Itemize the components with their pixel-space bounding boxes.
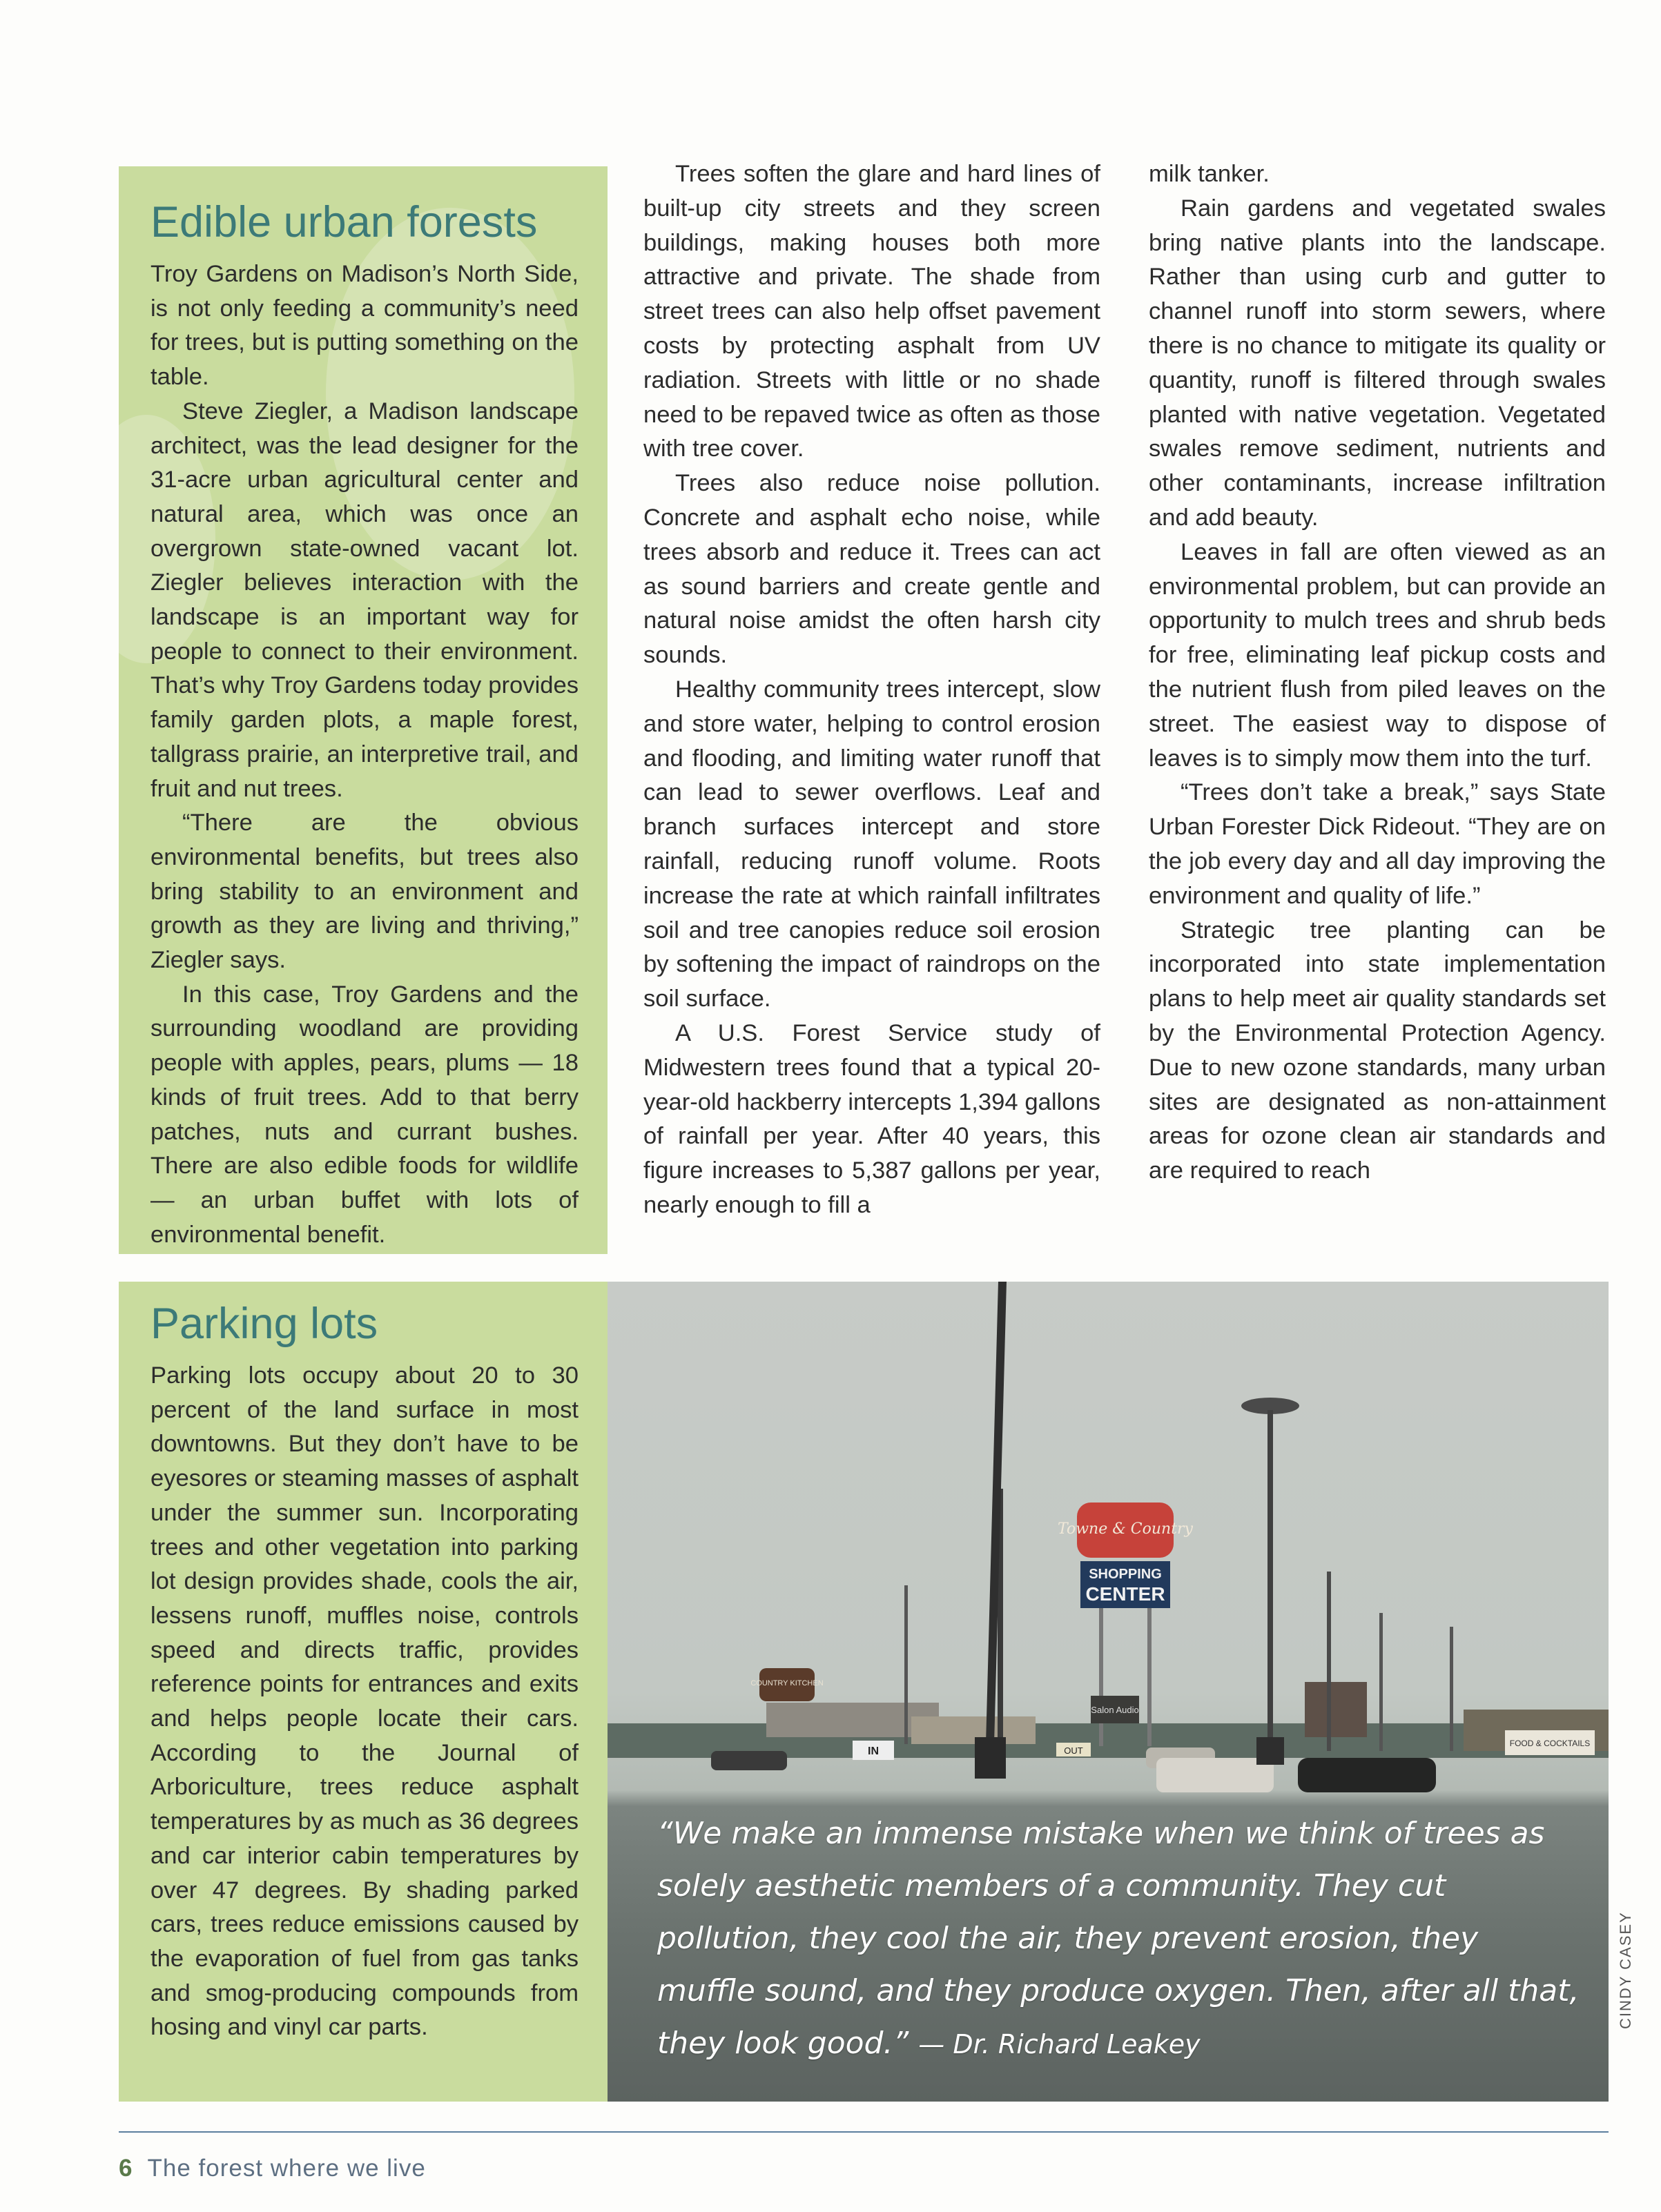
- paragraph: Trees also reduce noise pollution. Concrete and asphalt echo noise, while trees absorb and reduce it. Trees can act as sound barriers and create gentle and natural noise amidst the often harsh city sounds.: [643, 470, 1100, 669]
- sidebar-edible-urban-forests: [119, 166, 608, 1254]
- page-footer: [119, 2155, 426, 2182]
- sign-center: CENTER: [1085, 1583, 1165, 1605]
- publication-title: The forest where we live: [147, 2155, 426, 2182]
- paragraph: Rain gardens and vegetated swales bring native plants into the landscape. Rather than using curb and gutter to channel runoff into storm sewers, where there is no chance to mitigate its quality or quantity, runoff is filtered through swales planted with native vegetation. Vegetated swales remove sediment, nutrients and other contaminants, increase infiltration and add beauty.: [1149, 195, 1606, 531]
- paragraph: Trees soften the glare and hard lines of built-up city streets and they screen buildings, making houses both more attractive and private. The shade from street trees can also help offset pavement costs by protecting asphalt from UV radiation. Streets with little or no shade need to be repaved twice as often as those with tree cover.: [643, 161, 1100, 462]
- paragraph: In this case, Troy Gardens and the surrounding woodland are providing people with apples, pears, plums — 18 kinds of fruit trees. Add to that berry patches, nuts and currant bushes. There are also edible foods for wildlife — an urban buffet with lots of environmental benefit.: [150, 981, 579, 1248]
- paragraph: Parking lots occupy about 20 to 30 percent of the land surface in most downtowns. But they don’t have to be eyesores or steaming masses of asphalt under the summer sun. Incorporating trees and other vegetation into parking lot design provides shade, cools the air, lessens runoff, muffles noise, controls speed and directs traffic, provides reference points for entrances and exits and helps people locate their cars. According to the Journal of Arboriculture, trees reduce asphalt temperatures by as much as 36 degrees and car interior cabin temperatures by over 47 degrees. By shading parked cars, trees reduce emissions caused by the evaporation of fuel from gas tanks and smog-producing compounds from hosing and vinyl car parts.: [150, 1362, 579, 2041]
- photo-credit: CINDY CASEY: [1617, 1911, 1634, 2029]
- sign-country-kitchen: COUNTRY KITCHEN: [750, 1679, 824, 1687]
- page-number: 6: [119, 2155, 133, 2182]
- sidebar-parking-lots: [119, 1282, 608, 2102]
- parking-lot-photo: [608, 1282, 1609, 2102]
- footer-rule: [119, 2131, 1609, 2133]
- quote-attribution: — Dr. Richard Leakey: [918, 2029, 1201, 2059]
- article-column-2: [643, 157, 1100, 1223]
- paragraph: Leaves in fall are often viewed as an environmental problem, but can provide an opportunity to mulch trees and shrub beds for free, eliminating leaf pickup costs and the nutrient flush from piled leaves on the street. The easiest way to dispose of leaves is to simply mow them into the turf.: [1149, 538, 1606, 772]
- paragraph: Troy Gardens on Madison’s North Side, is not only feeding a community’s need for trees, but is putting something on the table.: [150, 261, 579, 391]
- sign-food-cocktails: FOOD & COCKTAILS: [1509, 1739, 1591, 1748]
- paragraph: Healthy community trees intercept, slow and store water, helping to control erosion and flooding, and limiting water runoff that can lead to sewer overflows. Leaf and branch surfaces intercept and store rainfall, reducing runoff volume. Roots increase the rate at which rainfall infiltrates soil and tree canopies reduce soil erosion by softening the impact of raindrops on the soil surface.: [643, 676, 1100, 1012]
- paragraph: milk tanker.: [1149, 161, 1270, 187]
- sign-salon-audio: Salon Audio: [1091, 1705, 1139, 1715]
- sidebar-title: Parking lots: [150, 1300, 378, 1348]
- paragraph: A U.S. Forest Service study of Midwestern trees found that a typical 20-year-old hackberry intercepts 1,394 gallons of rainfall per year. After 40 years, this figure increases to 5,387 gallons per year, nearly enough to fill a: [643, 1019, 1100, 1218]
- sign-towne-country: Towne & Country: [1057, 1520, 1194, 1538]
- paragraph: Strategic tree planting can be incorporated into state implementation plans to help meet air quality standards set by the Environmental Protection Agency. Due to new ozone standards, many urban sites are designated as non-attainment areas for ozone clean air standards and are required to reach: [1149, 917, 1606, 1184]
- article-column-3: [1149, 157, 1606, 1188]
- sign-out: OUT: [1064, 1745, 1083, 1756]
- sign-in: IN: [868, 1745, 879, 1757]
- sidebar-title: Edible urban forests: [150, 198, 538, 246]
- paragraph: “There are the obvious environmental benefits, but trees also bring stability to an environment and growth as they are living and thriving,” Ziegler says.: [150, 810, 579, 974]
- pull-quote: [657, 1808, 1582, 2071]
- paragraph: “Trees don’t take a break,” says State Urban Forester Dick Rideout. “They are on the job every day and all day improving the environment and quality of life.”: [1149, 779, 1606, 909]
- paragraph: Steve Ziegler, a Madison landscape architect, was the lead designer for the 31-acre urban agricultural center and natural area, which was once an overgrown state-owned vacant lot. Ziegler believes interaction with the landscape is an important way for people to connect to their environment. That’s why Troy Gardens today provides family garden plots, a maple forest, tallgrass prairie, an interpretive trail, and fruit and nut trees.: [150, 398, 579, 802]
- sign-shopping: SHOPPING: [1089, 1567, 1162, 1582]
- quote-text: “We make an immense mistake when we think of trees as solely aesthetic members of a community. They cut pollution, they cool the air, they prevent erosion, they muffle sound, and they produce oxygen. Then, after all that, they look good.”: [657, 1816, 1580, 2061]
